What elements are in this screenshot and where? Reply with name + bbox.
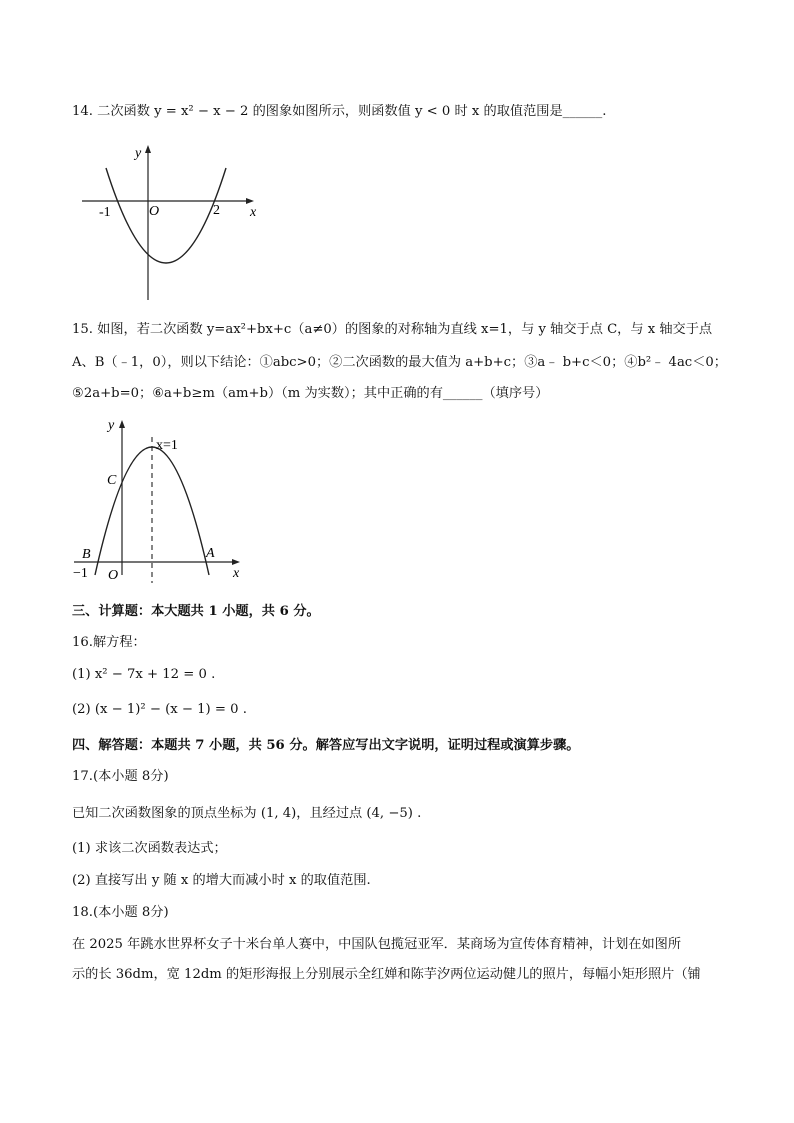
figure-14-parabola (78, 140, 268, 305)
x-axis-arrow (246, 198, 254, 204)
q15-line1: 15. 如图，若二次函数 y=ax²+bx+c（a≠0）的图象的对称轴为直线 x=1，与 y 轴交于点 C，与 x 轴交于点 (72, 322, 713, 337)
q16-part2: (2) (x − 1)² − (x − 1) = 0 . (72, 702, 247, 717)
label-neg1: -1 (99, 205, 111, 220)
label-axis: x=1 (156, 438, 178, 453)
label-A: A (206, 546, 215, 561)
label-B: B (82, 547, 91, 562)
q17-part1: (1) 求该二次函数表达式； (72, 841, 227, 856)
x-axis-arrow (232, 559, 240, 565)
q16-part1: (1) x² − 7x + 12 = 0 . (72, 667, 216, 682)
q15-line3: ⑤2a+b=0；⑥a+b≥m（am+b）（m 为实数）；其中正确的有______（填序号） (72, 386, 549, 401)
y-axis-arrow (145, 145, 151, 153)
label-origin: O (149, 204, 160, 219)
label-x: x (233, 566, 240, 581)
section-4-title: 四、解答题：本题共 7 小题，共 56 分。解答应写出文字说明，证明过程或演算步骤。 (72, 738, 580, 753)
q15-line2: A、B（﹣1，0），则以下结论：①abc>0；②二次函数的最大值为 a+b+c；③a﹣ b+c＜0；④b²﹣ 4ac＜0； (72, 355, 727, 370)
q18-line2: 示的长 36dm，宽 12dm 的矩形海报上分别展示全红婵和陈芋汐两位运动健儿的照片，每幅小矩形照片（铺 (72, 967, 701, 982)
label-2: 2 (213, 203, 220, 218)
label-origin: O (108, 568, 119, 583)
q17-stem: 已知二次函数图象的顶点坐标为 (1, 4)，且经过点 (4, −5) . (72, 806, 422, 821)
label-neg1: −1 (73, 566, 88, 581)
q18-title: 18.(本小题 8分) (72, 905, 169, 920)
label-x: x (250, 205, 257, 220)
q17-title: 17.(本小题 8分) (72, 769, 169, 784)
label-y: y (135, 146, 142, 161)
label-y: y (108, 418, 115, 433)
q16-title: 16.解方程： (72, 635, 146, 650)
parabola-curve (106, 168, 226, 263)
y-axis-arrow (119, 420, 125, 428)
q18-line1: 在 2025 年跳水世界杯女子十米台单人赛中，中国队包揽冠亚军．某商场为宣传体育精神，计划在如图所 (72, 937, 682, 952)
label-C: C (107, 473, 117, 488)
section-3-title: 三、计算题：本大题共 1 小题，共 6 分。 (72, 604, 320, 619)
q17-part2: (2) 直接写出 y 随 x 的增大而减小时 x 的取值范围. (72, 873, 371, 888)
q14-text: 14. 二次函数 y = x² − x − 2 的图象如图所示，则函数值 y < 0 时 x 的取值范围是______. (72, 104, 607, 119)
figure-15-parabola (70, 415, 260, 585)
